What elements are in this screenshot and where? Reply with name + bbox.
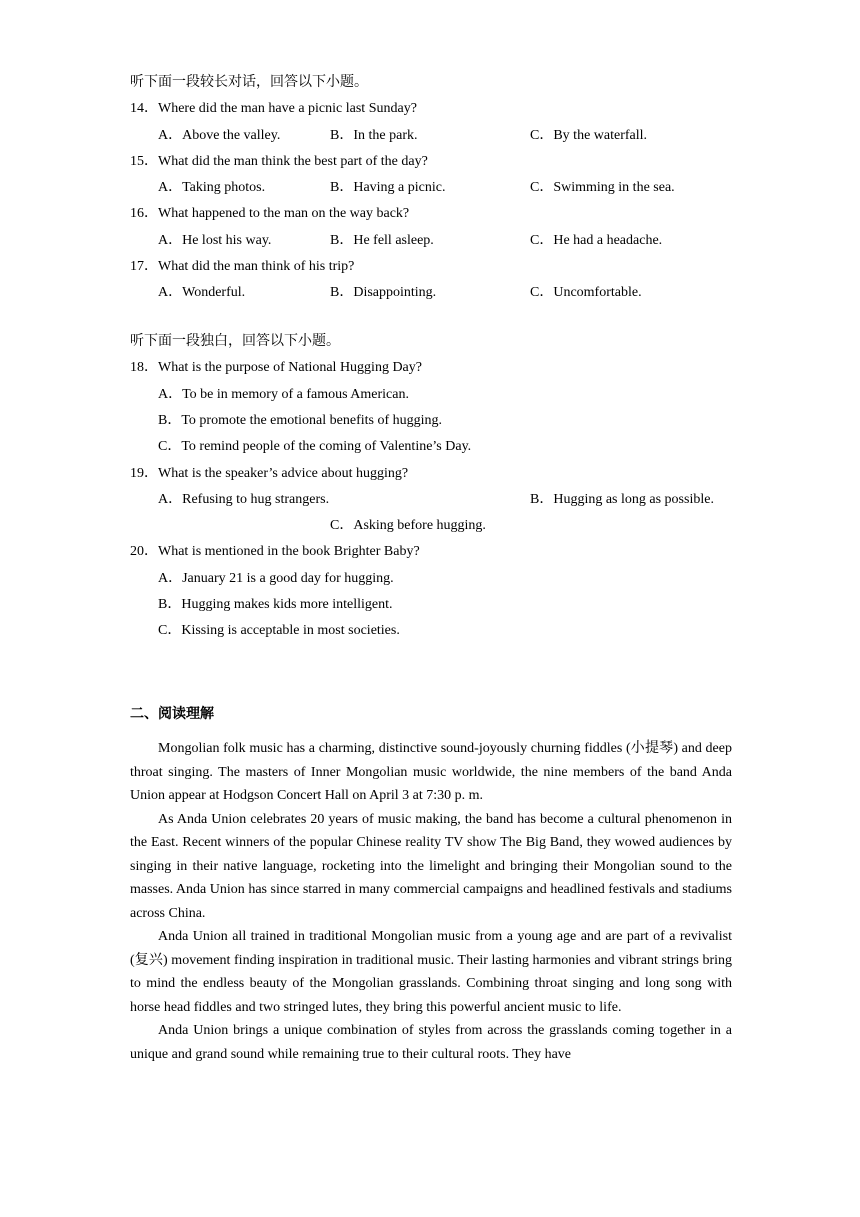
question-17: 17．What did the man think of his trip?	[130, 259, 355, 274]
q20-option-c: C．Kissing is acceptable in most societies.	[158, 623, 400, 638]
question-14: 14．Where did the man have a picnic last Sunday?	[130, 101, 417, 116]
q20-option-a: A．January 21 is a good day for hugging.	[158, 571, 394, 586]
paragraph-1: Mongolian folk music has a charming, distinctive sound-joyously churning fiddles (小提琴) and deep throat singing. The masters of Inner Mongolian music worldwide, the nine members of the band Anda Union appear at Hodgson Concert Hall on April 3 at 7:30 p. m.	[130, 741, 732, 803]
question-20: 20．What is mentioned in the book Brighter Baby?	[130, 544, 420, 559]
q17-option-a: A．Wonderful.	[158, 285, 246, 300]
reading-passage	[130, 737, 732, 1066]
paragraph-4: Anda Union brings a unique combination of styles from across the grasslands coming together in a unique and grand sound while remaining true to their cultural roots. They have	[130, 1023, 732, 1062]
paragraph-3: Anda Union all trained in traditional Mongolian music from a young age and are part of a revivalist (复兴) movement finding inspiration in traditional music. Their lasting harmonies and vibrant strings bring to mind the endless beauty of the Mongolian grasslands. Combining throat singing and long song with horse head fiddles and two stringed lutes, they bring this powerful ancient music to life.	[130, 929, 732, 1015]
q15-option-c: C．Swimming in the sea.	[530, 180, 675, 195]
q16-option-b: B．He fell asleep.	[330, 233, 434, 248]
question-15: 15．What did the man think the best part of the day?	[130, 154, 428, 169]
dialogue-intro: 听下面一段较长对话，回答以下小题。	[130, 75, 368, 90]
q14-option-b: B．In the park.	[330, 128, 418, 143]
q15-option-b: B．Having a picnic.	[330, 180, 446, 195]
monologue-intro: 听下面一段独白，回答以下小题。	[130, 334, 340, 349]
q17-option-c: C．Uncomfortable.	[530, 285, 642, 300]
question-18: 18．What is the purpose of National Hugging Day?	[130, 360, 422, 375]
q18-option-c: C．To remind people of the coming of Valentine’s Day.	[158, 439, 472, 454]
question-19: 19．What is the speaker’s advice about hugging?	[130, 466, 409, 481]
paragraph-2: As Anda Union celebrates 20 years of music making, the band has become a cultural phenomenon in the East. Recent winners of the popular Chinese reality TV show The Big Band, they wowed audiences by singing in their native language, rocketing into the limelight and bringing their Mongolian sound to the masses. Anda Union has since starred in many commercial campaigns and headlined festivals and stadiums across China.	[130, 811, 732, 921]
question-16: 16．What happened to the man on the way back?	[130, 206, 410, 221]
q19-option-b: B．Hugging as long as possible.	[530, 492, 714, 507]
q16-option-a: A．He lost his way.	[158, 233, 272, 248]
q19-option-c: C．Asking before hugging.	[330, 518, 486, 533]
q17-option-b: B．Disappointing.	[330, 285, 437, 300]
q19-option-a: A．Refusing to hug strangers.	[158, 492, 330, 507]
q20-option-b: B．Hugging makes kids more intelligent.	[158, 597, 393, 612]
q18-option-b: B．To promote the emotional benefits of hugging.	[158, 413, 443, 428]
section-title-reading: 二、阅读理解	[130, 707, 214, 722]
q18-option-a: A．To be in memory of a famous American.	[158, 387, 409, 402]
q15-option-a: A．Taking photos.	[158, 180, 266, 195]
q14-option-a: A．Above the valley.	[158, 128, 281, 143]
q16-option-c: C．He had a headache.	[530, 233, 663, 248]
q14-option-c: C．By the waterfall.	[530, 128, 648, 143]
